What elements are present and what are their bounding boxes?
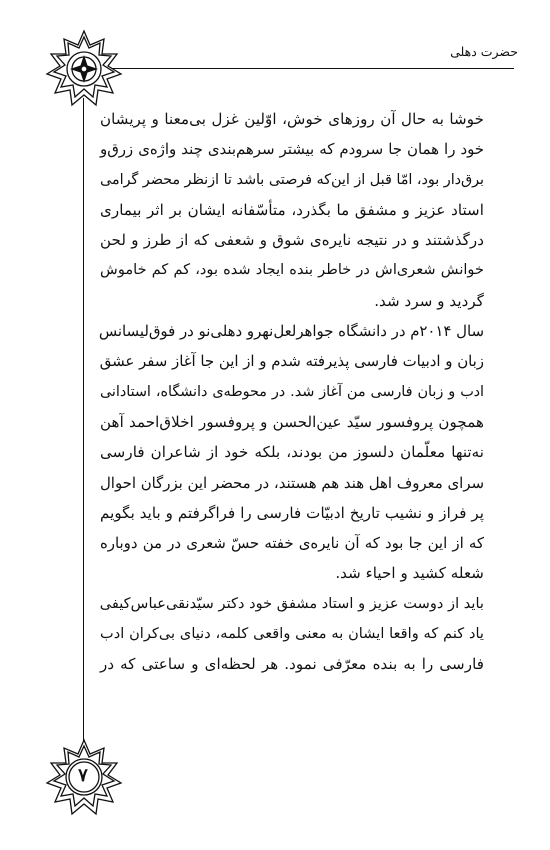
page-number: ۷	[78, 765, 88, 786]
text-line: زبان و ادبیات فارسی پذیرفته شدم و از این جا آغاز سفر عشق	[99, 352, 484, 371]
text-line: که از این جا بود که آن نایره‌ی خفته حسّ شعری در من دوباره	[100, 534, 484, 553]
text-line: درگذشتند و در نتیجه نایره‌ی شوق و شعفی که از طرز و لحن	[100, 231, 484, 250]
paragraph	[100, 316, 484, 589]
paragraph	[100, 104, 484, 316]
text-line: ادب و زبان فارسی من آغاز شد. در محوطه‌ی دانشگاه، استادانی	[100, 383, 484, 400]
running-title: حضرت دهلی	[450, 44, 518, 59]
text-line: خوانش شعری‌اش در خاطر بنده ایجاد شده بود، کم کم خاموش	[100, 261, 484, 279]
text-line: برق‌دار بود، امّا قبل از این‌که فرصتی باشد تا ازنظر محضر گرامی	[100, 171, 484, 188]
text-line: خود را همان جا سرودم که بیشتر سرهم‌بندی چند واژه‌ی زرق‌و	[100, 140, 484, 159]
text-line: خوشا به حال آن روزهای خوش، اوّلین غزل بی‌معنا و پریشان	[100, 110, 484, 128]
header-rule	[70, 68, 514, 69]
paragraph	[100, 589, 484, 680]
text-line: باید از دوست عزیز و استاد مشفق خود دکتر سیّدنقی‌عباس‌کیفی	[99, 594, 484, 612]
top-rosette-ornament	[44, 28, 124, 108]
text-line: یاد کنم که واقعا ایشان به معنی واقعی کلمه، دنیای بی‌کران ادب	[100, 625, 484, 643]
text-line: شعله کشید و احیاء شد.	[335, 564, 484, 583]
text-line: فارسی را به بنده معرّفی نمود. هر لحظه‌ای و ساعتی که در	[100, 655, 484, 674]
margin-rule	[83, 98, 84, 746]
text-line: گردید و سرد شد.	[374, 291, 484, 310]
body-text	[100, 104, 484, 680]
text-line: استاد عزیز و مشفق ما بگذرد، متأسّفانه ایشان بر اثر بیماری	[100, 200, 484, 219]
text-line: همچون پروفسور سیّد عین‌الحسن و پروفسور اخلاق‌احمد آهن	[100, 412, 484, 431]
text-line: سرای معروف اهل هند هم هستند، در محضر این بزرگان احوال	[99, 473, 484, 492]
text-line: پر فراز و نشیب تاریخ ادبیّات فارسی را فراگرفتم و باید بگویم	[100, 503, 484, 522]
text-line: سال ۲۰۱۴م در دانشگاه جواهرلعل‌نهرو دهلی‌نو در فوق‌لیسانس	[98, 322, 484, 341]
text-line: نه‌تنها معلّمان دلسوز من بودند، بلکه خود از شاعران فارسی	[100, 443, 484, 462]
